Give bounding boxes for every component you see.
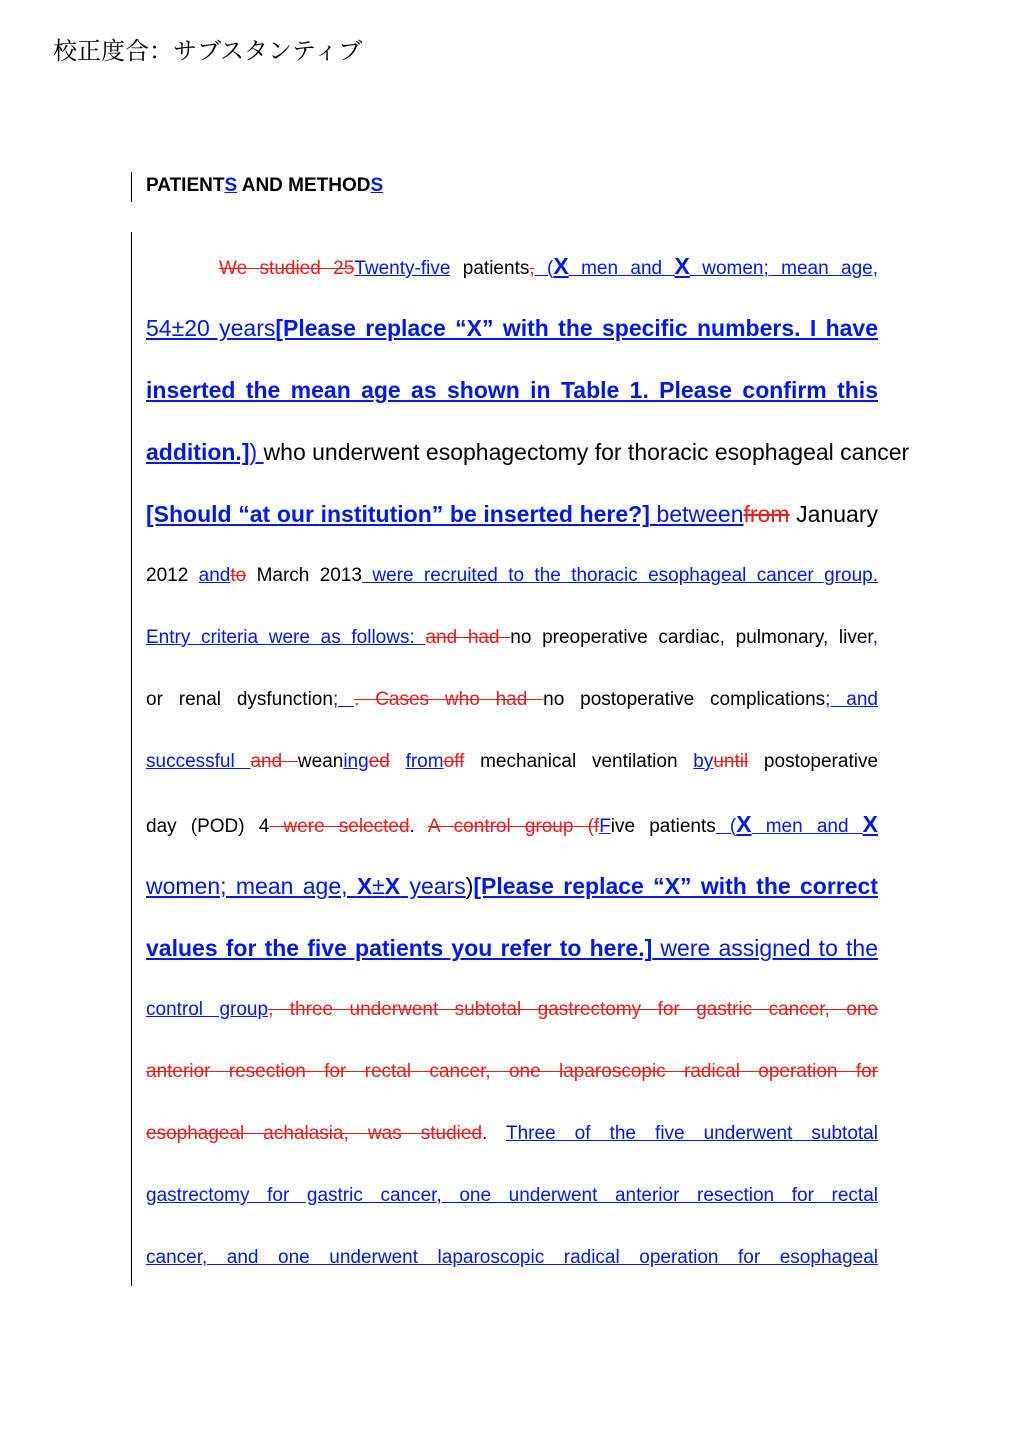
deleted-text: , three underwent subtotal gastrectomy for gastric cancer, one [268, 999, 878, 1020]
inserted-text: , [872, 627, 878, 648]
text-line [146, 1165, 878, 1227]
text-run: January [789, 501, 878, 527]
deleted-text: until [713, 751, 749, 772]
inserted-text: 54±20 years [146, 315, 276, 341]
inserted-text: X [553, 253, 569, 279]
inserted-text: ) [249, 439, 264, 465]
text-run: mechanical ventilation [464, 751, 694, 772]
text-run: ) [465, 873, 474, 899]
deleted-text: esophageal achalasia, was studied [146, 1123, 483, 1144]
text-line [146, 1041, 878, 1103]
inserted-text: X [356, 873, 373, 899]
text-line [146, 917, 878, 979]
text-line [146, 669, 878, 731]
inserted-text: X [862, 811, 879, 837]
inserted-text: between [649, 501, 744, 527]
inserted-text: men and [751, 816, 863, 837]
inserted-text: from [405, 751, 444, 772]
text-run: ive patients [610, 816, 716, 837]
text-run: . [482, 1123, 506, 1144]
text-line [146, 359, 878, 421]
text-line [146, 855, 878, 917]
inserted-text: ; and [825, 689, 878, 710]
text-line [146, 731, 878, 793]
inserted-text: Twenty-five [354, 258, 451, 279]
text-line [146, 1227, 878, 1289]
editor-comment: [Should “at our institution” be inserted here?] [146, 501, 650, 527]
inserted-text: X [736, 811, 752, 837]
tracked-changes-body [146, 235, 910, 1289]
deleted-text: from [743, 501, 790, 527]
deleted-text: were selected [269, 816, 410, 837]
inserted-text: control group [146, 999, 269, 1020]
inserted-text: Entry criteria were as follows: [146, 627, 426, 648]
inserted-text: F [599, 816, 611, 837]
editor-comment: [Please replace “X” with the specific numbers. I have [275, 315, 878, 341]
inserted-text: ± [372, 873, 385, 899]
deleted-text: and had [425, 627, 511, 648]
text-line [146, 421, 910, 483]
inserted-text: Three of the five underwent subtotal [506, 1123, 878, 1144]
inserted-text: years [400, 873, 466, 899]
text-run [390, 751, 406, 772]
inserted-text: ; [332, 689, 355, 710]
heading-text: PATIENT [146, 175, 225, 196]
deleted-text: off [443, 751, 465, 772]
text-line [146, 483, 878, 545]
inserted-text: cancer, and one underwent laparoscopic radical operation for esophageal [146, 1247, 878, 1268]
text-line [146, 1103, 878, 1165]
section-heading [146, 175, 383, 197]
heading-insertion: S [224, 175, 238, 196]
text-run: no postoperative complications [543, 689, 826, 710]
editor-comment: addition.] [146, 439, 250, 465]
inserted-text: ( [715, 816, 737, 837]
inserted-text: ( [534, 258, 554, 279]
text-run: postoperative [748, 751, 879, 772]
deleted-text: . Cases who had [354, 689, 544, 710]
inserted-text: X [674, 253, 690, 279]
page-title: 校正度合：サブスタンティブ [53, 37, 363, 65]
inserted-text: gastrectomy for gastric cancer, one underwent anterior resection for rectal [146, 1185, 878, 1206]
text-run: 2012 [146, 565, 199, 586]
deleted-text: , [529, 258, 535, 279]
inserted-text: by [693, 751, 714, 772]
inserted-text: were recruited to the thoracic esophageal cancer group. [362, 565, 878, 586]
inserted-text: were assigned to the [652, 935, 878, 961]
deleted-text: anterior resection for rectal cancer, one laparoscopic radical operation for [146, 1061, 878, 1082]
text-run: wean [297, 751, 344, 772]
inserted-text: X [384, 873, 401, 899]
text-line [146, 979, 878, 1041]
heading-text: AND METHOD [237, 175, 371, 196]
change-bar-body [131, 232, 132, 1286]
change-bar-heading [131, 172, 132, 202]
deleted-text: A control group (f [427, 816, 600, 837]
deleted-text: We studied 25 [219, 258, 355, 279]
text-run: no preoperative cardiac, pulmonary, liver [510, 627, 873, 648]
text-line [146, 545, 878, 607]
text-line [146, 607, 878, 669]
inserted-text: men and [568, 258, 675, 279]
inserted-text: and [198, 565, 231, 586]
inserted-text: ing [343, 751, 369, 772]
heading-insertion: S [370, 175, 384, 196]
text-line [146, 297, 878, 359]
inserted-text: women; mean age, [146, 873, 357, 899]
inserted-text: women; mean age, [689, 258, 879, 279]
editor-comment: inserted the mean age as shown in Table 1. Please confirm this [146, 377, 878, 403]
deleted-text: ed [368, 751, 390, 772]
text-run: patients [450, 258, 530, 279]
editor-comment: [Please replace “X” with the correct [473, 873, 878, 899]
text-run: . [409, 816, 428, 837]
text-run: or renal dysfunction [146, 689, 333, 710]
text-line [146, 235, 878, 297]
text-run: March 2013 [246, 565, 362, 586]
deleted-text: and [250, 751, 298, 772]
text-run: day (POD) 4 [146, 816, 270, 837]
deleted-text: to [230, 565, 247, 586]
text-line [146, 793, 878, 855]
inserted-text: successful [146, 751, 251, 772]
text-run: who underwent esophagectomy for thoracic esophageal cancer [263, 439, 910, 465]
editor-comment: values for the five patients you refer to here.] [146, 935, 653, 961]
